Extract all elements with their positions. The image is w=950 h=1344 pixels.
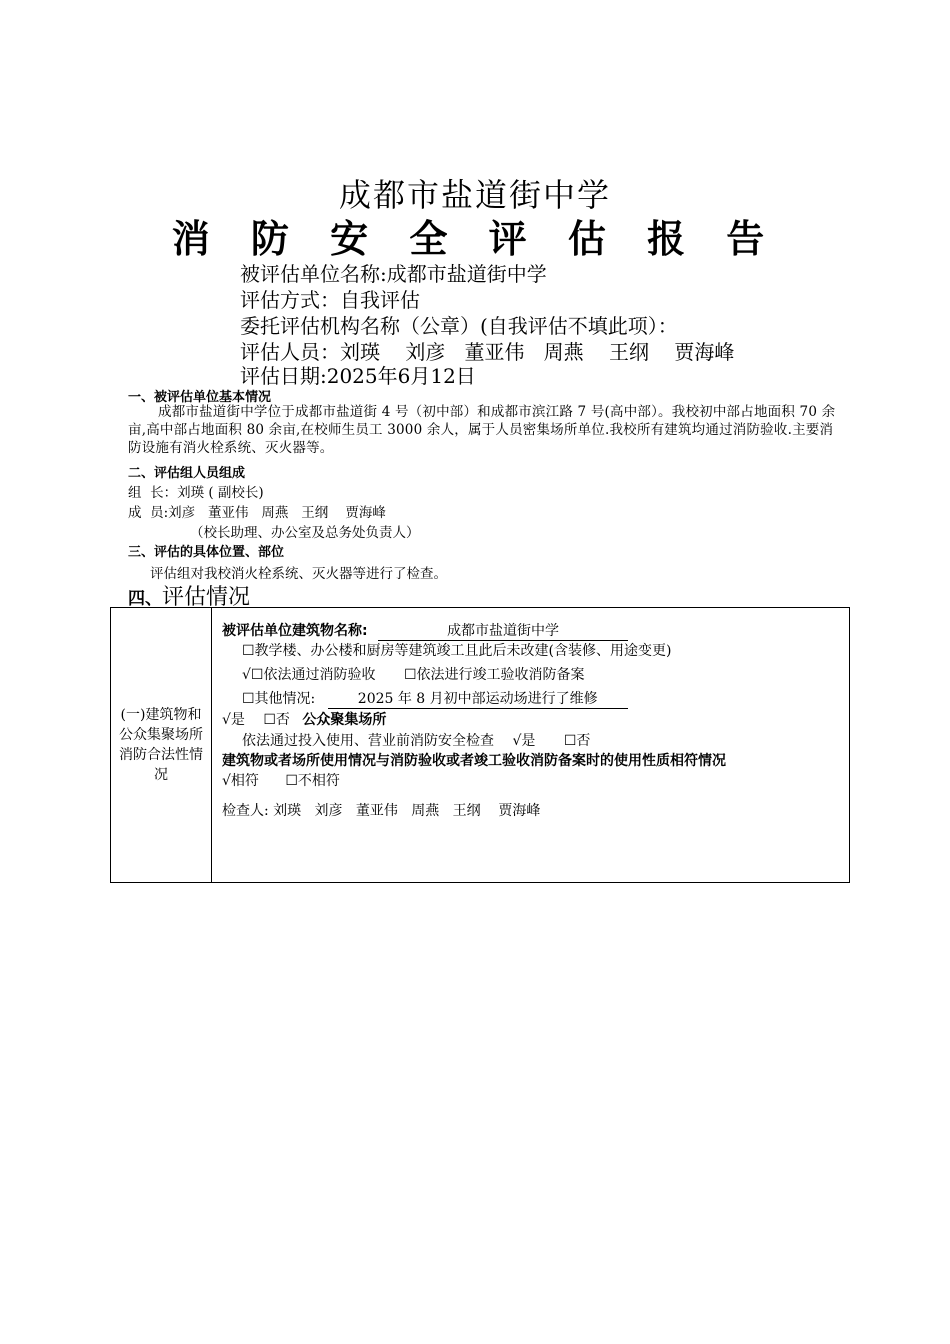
precheck-text: 依法通过投入使用、营业前消防安全检查: [242, 733, 494, 749]
match-yes: √相符: [222, 773, 259, 789]
opt-acceptance-row: [242, 664, 585, 684]
opt-passed: √☐依法通过消防验收: [242, 667, 376, 683]
inspectors: 检查人: 刘瑛 刘彦 董亚伟 周燕 王纲 贾海峰: [222, 803, 541, 819]
section4-heading: 评估情况: [162, 585, 251, 610]
section3-body: 评估组对我校消火栓系统、灭火器等进行了检查。: [150, 566, 447, 582]
opt-other-value: 2025 年 8 月初中部运动场进行了维修: [328, 688, 628, 709]
info-agency: 委托评估机构名称（公章）(自我评估不填此项）：: [240, 314, 678, 338]
section1-body: 成都市盐道街中学位于成都市盐道街 4 号（初中部）和成都市滨江路 7 号(高中部）。我校初中部占地面积 70 余亩,高中部占地面积 80 余亩,在校师生员工 3000 余人，属于人员密集场所单位.我校所有建筑均通过消防验收.主要消防设施有消火栓系统、灭火器等。: [128, 404, 836, 456]
match-heading: 建筑物或者场所使用情况与消防验收或者竣工验收消防备案时的使用性质相符情况: [222, 753, 726, 769]
section2-members-note: （校长助理、办公室及总务处负责人）: [190, 525, 420, 541]
info-date: 评估日期:2025年6月12日: [240, 364, 476, 388]
section1-heading: 一、被评估单位基本情况: [128, 390, 272, 405]
precheck-yes: √是: [512, 733, 536, 749]
info-method: 评估方式：自我评估: [240, 288, 420, 312]
table-left-cell: [111, 608, 212, 883]
info-unit: 被评估单位名称:成都市盐道街中学: [240, 262, 547, 286]
building-name-label: 被评估单位建筑物名称:: [222, 623, 368, 639]
opt-filed: ☐依法进行竣工验收消防备案: [403, 667, 585, 683]
building-name-row: [222, 620, 628, 641]
precheck-row: [242, 730, 590, 750]
opt-unchanged: ☐教学楼、办公楼和厨房等建筑竣工且此后未改建(含装修、用途变更): [242, 643, 672, 659]
section2-leader: 组 长：刘瑛 ( 副校长): [128, 485, 264, 501]
info-personnel: 评估人员：刘瑛 刘彦 董亚伟 周燕 王纲 贾海峰: [240, 340, 735, 364]
school-title: 成都市盐道街中学: [338, 176, 611, 214]
section2-heading: 二、评估组人员组成: [128, 466, 246, 481]
building-name-value: 成都市盐道街中学: [378, 620, 628, 641]
match-row: [222, 770, 340, 790]
public-no: ☐否: [263, 712, 290, 728]
table-left-label: (一)建筑物和公众集聚场所消防合法性情况: [119, 707, 203, 783]
public-place-row: [222, 709, 386, 729]
table-right-cell: [212, 608, 850, 883]
public-yes: √是: [222, 712, 245, 728]
precheck-no: ☐否: [563, 733, 591, 749]
section2-members: 成 员:刘彦 董亚伟 周燕 王纲 贾海峰: [128, 505, 386, 521]
match-no: ☐不相符: [285, 773, 340, 789]
section4-number: 四、: [128, 589, 162, 609]
section3-heading: 三、评估的具体位置、部位: [128, 545, 285, 560]
public-label: 公众聚集场所: [302, 712, 387, 728]
report-title: 消 防 安 全 评 估 报 告: [171, 217, 779, 261]
opt-other-row: [242, 688, 628, 709]
opt-other-label: ☐其他情况:: [242, 691, 316, 707]
assessment-table: [110, 607, 850, 883]
